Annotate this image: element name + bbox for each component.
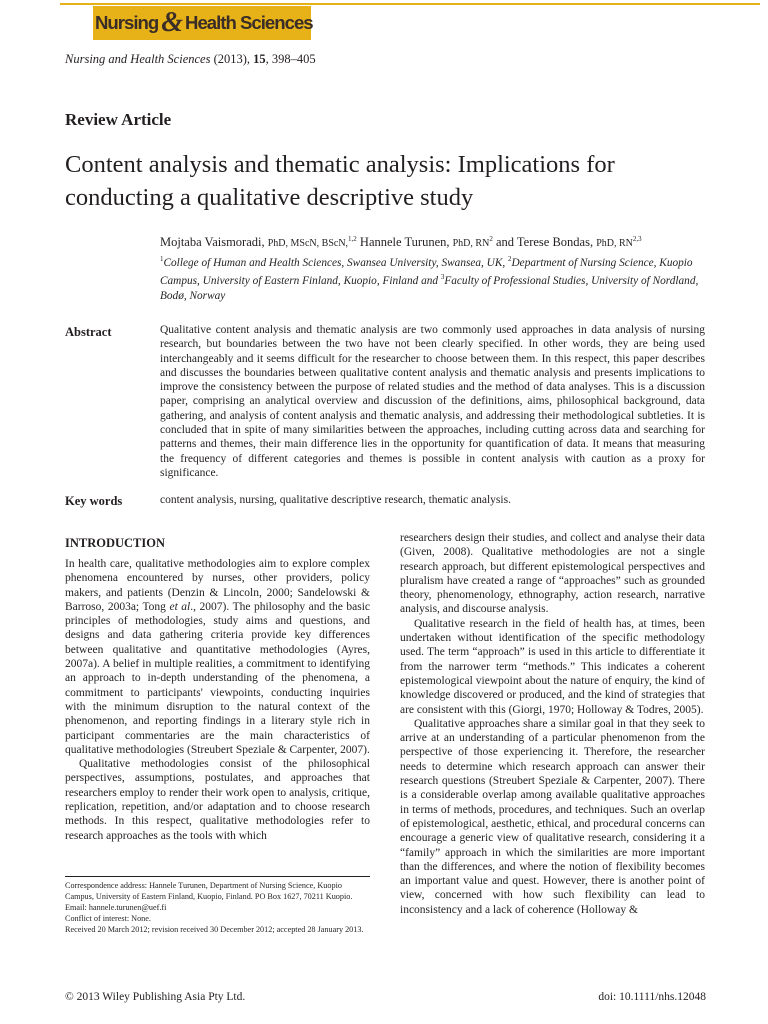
affiliation-text: Faculty of Professional Studies, University of Nordland, Bodø, Norway <box>160 275 699 302</box>
affiliation-number: 3 <box>440 273 445 282</box>
author-name: Hannele Turunen, <box>359 235 450 250</box>
journal-masthead <box>0 0 768 42</box>
logo-word-nursing: Nursing <box>95 12 159 33</box>
keywords-heading: Key words <box>65 494 123 508</box>
citation-year: (2013), <box>213 52 251 66</box>
author-separator: and <box>492 235 517 250</box>
abstract-heading: Abstract <box>65 325 112 339</box>
journal-logo <box>93 6 311 40</box>
introduction-heading: INTRODUCTION <box>65 536 166 550</box>
keywords-list: content analysis, nursing, qualitative descriptive research, thematic analysis. <box>160 494 511 506</box>
body-paragraph: Qualitative approaches share a similar goal in that they seek to arrive at an understanding of a particular phenomenon from the perspective of those experiencing it. Therefore, the researcher needs to determine which research approach can answer their research questions (Streubert Speziale & Carpenter, 2007). There is a considerable overlap among available qualitative approaches in terms of methods, procedures, and techniques. Such an overlap of epistemological, aesthetic, ethical, and procedural concerns can encourage a generic view of qualitative research, considering it a “family” approach in which the similarities are more important than the differences, and where the notion of flexibility becomes an important value and quest. However, there is another point of view, concerned with how such flexibility can lead to inconsistency and a lack of coherence (Holloway & <box>400 717 705 916</box>
conflict-of-interest: Conflict of interest: None. <box>65 914 151 923</box>
body-paragraph: researchers design their studies, and collect and analyse their data (Given, 2008). Qualitative methodologies are not a single research approach, but different epistemological perspectives and pluralism have created a range of “approaches” such as grounded theory, phenomenology, ethnography, action research, narrative analysis, and discourse analysis. <box>400 532 705 616</box>
doi-reference: doi: 10.1111/nhs.12048 <box>598 991 706 1003</box>
affiliation-text: Department of Nursing Science, Kuopio Campus, University of Eastern Finland, Kuopio, Finland and <box>160 256 693 288</box>
masthead-rule <box>60 3 760 5</box>
author-affiliations <box>160 252 705 303</box>
body-paragraph: Qualitative methodologies consist of the philosophical perspectives, assumptions, postulates, and approaches that researchers employ to render their work open to analysis, critique, replication, repetition, and/or adaptation and to choose research methods. In this respect, qualitative methodologies refer to research approaches as the tools with which <box>65 758 370 842</box>
author-list <box>160 235 642 250</box>
author-degrees: PhD, RN <box>452 238 490 250</box>
body-text: ., 2007). The philosophy and the basic principles of methodologies, study aims and questions, and designs and data gathering criteria provide key differences between qualitative and quantitative methodologies (Ayres, 2007a). A belief in multiple realities, a commitment to identifying an approach to in-depth understanding of the phenomena, a commitment to participants' viewpoints, conducting inquiries with the minimum disruption to the natural context of the phenomenon, and reporting findings in a literary style rich in participant commentaries are the main characteristics of qualitative methodologies (Streubert Speziale & Carpenter, 2007). <box>65 600 370 756</box>
received-dates: Received 20 March 2012; revision received 30 December 2012; accepted 28 January 2013. <box>65 925 364 934</box>
body-column-right <box>400 531 705 917</box>
article-title: Content analysis and thematic analysis: Implications for conducting a qualitative descriptive study <box>65 151 615 211</box>
copyright-notice: © 2013 Wiley Publishing Asia Pty Ltd. <box>65 991 246 1003</box>
footnote-rule <box>65 876 370 877</box>
logo-word-health-sciences: Health Sciences <box>185 12 313 33</box>
citation-journal: Nursing and Health Sciences <box>65 52 211 66</box>
affiliation-number: 1 <box>160 255 164 263</box>
author-name: Mojtaba Vaismoradi, <box>160 235 265 250</box>
author-name: Terese Bondas, <box>516 235 594 250</box>
author-affiliation-marker: 1,2 <box>348 235 357 243</box>
author-degrees: PhD, RN <box>596 238 633 250</box>
body-text-italic: et al <box>169 600 191 613</box>
abstract-body: Qualitative content analysis and thematic analysis are two commonly used approaches in data analysis of nursing research, but boundaries between the two have not been clearly specified. In other words, they are being used interchangeably and it seems difficult for the researcher to choose between them. In this respect, this paper describes and discusses the boundaries between qualitative content analysis and thematic analysis and presents implications to improve the consistency between the purpose of related studies and the method of data analyses. This is a discussion paper, comprising an analytical overview and discussion of the definitions, aims, philosophical background, data gathering, and analysis of content analysis and thematic analysis, and addressing their methodological subtleties. It is concluded that in spite of many similarities between the approaches, including cutting across data and searching for patterns and themes, their main difference lies in the opportunity for quantification of data. It means that measuring the frequency of different categories and themes is possible in content analysis with caution as a proxy for significance. <box>160 324 705 479</box>
journal-citation <box>65 52 316 67</box>
author-affiliation-marker: 2 <box>489 235 493 243</box>
body-paragraph: Qualitative research in the field of health has, at times, been undertaken without identification of the specific methodology used. The term “approach” is used in this article to differentiate it from the narrower term “methods.” This indicates a coherent epistemological viewpoint about the nature of enquiry, the kind of knowledge discovered or produced, and the kind of strategies that are consistent with this (Giorgi, 1970; Holloway & Todres, 2005). <box>400 617 705 716</box>
correspondence-footnote <box>65 880 370 935</box>
logo-ampersand: & <box>161 7 183 38</box>
body-paragraph <box>65 557 370 757</box>
author-degrees: PhD, MScN, BScN, <box>267 238 349 250</box>
body-text: In health care, qualitative methodologies aim to explore complex phenomena encountered by nurses, other providers, policy makers, and patients (Denzin & Lincoln, 2000; Sandelowski & Barroso, 2003a; Tong <box>65 558 370 613</box>
article-type-label: Review Article <box>65 110 172 129</box>
affiliation-number: 2 <box>508 255 512 263</box>
citation-pages: , 398–405 <box>265 52 316 66</box>
citation-volume: 15 <box>253 52 266 66</box>
affiliation-text: College of Human and Health Sciences, Swansea University, Swansea, UK, <box>163 256 509 269</box>
author-affiliation-marker: 2,3 <box>632 235 642 243</box>
body-column-left <box>65 557 370 843</box>
correspondence-address: Correspondence address: Hannele Turunen, Department of Nursing Science, Kuopio Campus, University of Eastern Finland, Kuopio, Finland. PO Box 1627, 70211 Kuopio. Email: hannele.turunen@uef.fi <box>65 881 353 912</box>
